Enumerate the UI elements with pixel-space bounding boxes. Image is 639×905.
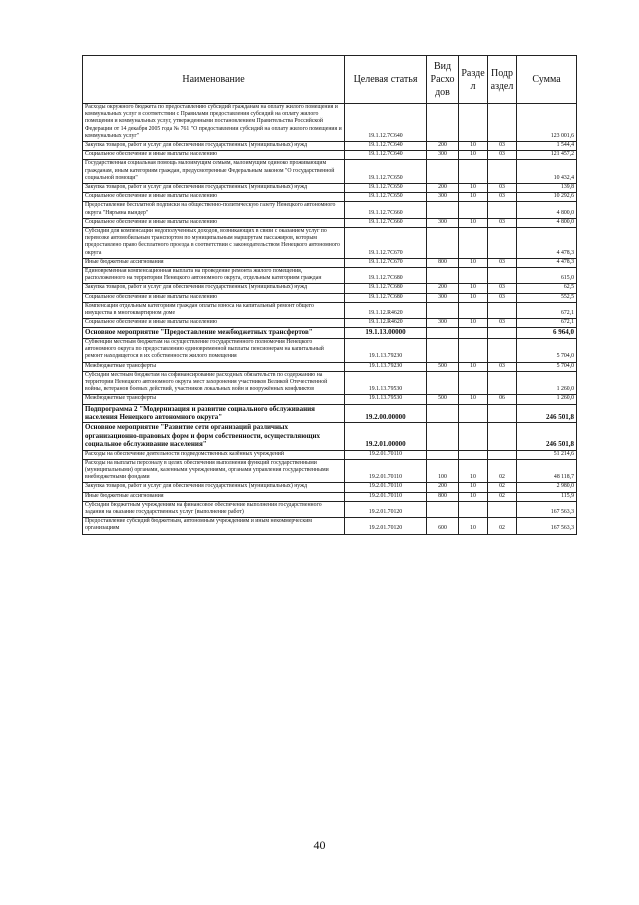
table-body (83, 104, 577, 535)
row-section-cell (459, 501, 488, 517)
table-row (83, 423, 577, 450)
row-section-cell: 10 (459, 395, 488, 404)
row-sum-cell: 4 800,0 (517, 202, 577, 218)
row-name-cell: Социальное обеспечение и иные выплаты населению (83, 319, 345, 328)
row-target-article-cell: 19.1.12.7С660 (345, 202, 427, 218)
row-section-cell (459, 268, 488, 284)
row-target-article-cell: 19.1.12.7С680 (345, 284, 427, 293)
row-name-cell: Закупка товаров, работ и услуг для обеспечения государственных (муниципальных) нужд (83, 284, 345, 293)
row-expense-type-cell: 300 (427, 193, 459, 202)
row-name-cell: Социальное обеспечение и иные выплаты населению (83, 193, 345, 202)
row-section-cell (459, 328, 488, 338)
row-name-cell: Субвенции местным бюджетам на осуществление государственного полномочия Ненецкого автономного округа по предоставлению единовременной выплаты пенсионерам на капитальный ремонт находящегося в их собственности жилого помещения (83, 338, 345, 362)
row-subsection-cell: 03 (488, 193, 517, 202)
header-target-article: Целевая статья (345, 56, 427, 104)
row-target-article-cell: 19.1.12.7С640 (345, 142, 427, 151)
row-subsection-cell: 03 (488, 362, 517, 371)
row-target-article-cell: 19.2.01.70110 (345, 483, 427, 492)
row-section-cell (459, 104, 488, 142)
table-row (83, 268, 577, 284)
row-sum-cell: 139,8 (517, 184, 577, 193)
row-target-article-cell: 19.2.01.70110 (345, 459, 427, 483)
budget-table (82, 55, 577, 535)
table-row (83, 371, 577, 395)
row-name-cell: Предоставление бесплатной подписки на общественно-политическую газету Ненецкого автономного округа "Няръяна вындер" (83, 202, 345, 218)
row-subsection-cell (488, 404, 517, 423)
row-sum-cell: 4 478,3 (517, 228, 577, 259)
page-number: 40 (313, 838, 326, 852)
row-sum-cell: 48 118,7 (517, 459, 577, 483)
row-target-article-cell: 19.2.00.00000 (345, 404, 427, 423)
row-section-cell (459, 404, 488, 423)
table-row (83, 338, 577, 362)
row-expense-type-cell: 500 (427, 395, 459, 404)
row-sum-cell: 115,9 (517, 492, 577, 501)
row-section-cell (459, 202, 488, 218)
row-sum-cell: 123 001,6 (517, 104, 577, 142)
row-subsection-cell: 03 (488, 293, 517, 302)
table-row (83, 395, 577, 404)
row-subsection-cell (488, 104, 517, 142)
row-section-cell: 10 (459, 293, 488, 302)
row-name-cell: Основное мероприятие "Предоставление межбюджетных трансфертов" (83, 328, 345, 338)
row-section-cell: 10 (459, 319, 488, 328)
table-row (83, 151, 577, 160)
row-expense-type-cell (427, 501, 459, 517)
row-section-cell: 10 (459, 184, 488, 193)
row-sum-cell: 552,5 (517, 293, 577, 302)
row-target-article-cell: 19.2.01.00000 (345, 423, 427, 450)
row-section-cell: 10 (459, 151, 488, 160)
row-section-cell (459, 423, 488, 450)
row-section-cell: 10 (459, 218, 488, 227)
table-row (83, 228, 577, 259)
table-row (83, 218, 577, 227)
table-row (83, 404, 577, 423)
row-expense-type-cell (427, 202, 459, 218)
table-row (83, 193, 577, 202)
row-expense-type-cell: 300 (427, 319, 459, 328)
table-row (83, 302, 577, 318)
row-name-cell: Основное мероприятие "Развитие сети организаций различных организационно-правовых форм и форм собственности, осуществляющих социальное обслуживание населения" (83, 423, 345, 450)
row-name-cell: Закупка товаров, работ и услуг для обеспечения государственных (муниципальных) нужд (83, 483, 345, 492)
row-section-cell: 10 (459, 518, 488, 534)
table-row (83, 483, 577, 492)
row-subsection-cell: 03 (488, 184, 517, 193)
row-expense-type-cell (427, 160, 459, 184)
row-expense-type-cell: 800 (427, 492, 459, 501)
row-subsection-cell: 03 (488, 284, 517, 293)
row-section-cell: 10 (459, 459, 488, 483)
row-target-article-cell: 19.1.13.79230 (345, 338, 427, 362)
row-target-article-cell: 19.2.01.70120 (345, 501, 427, 517)
table-row (83, 450, 577, 459)
table-row (83, 202, 577, 218)
row-sum-cell: 10 292,6 (517, 193, 577, 202)
row-target-article-cell: 19.1.12.7С640 (345, 151, 427, 160)
row-section-cell: 10 (459, 258, 488, 267)
header-section: Разде л (459, 56, 488, 104)
row-target-article-cell: 19.1.13.79530 (345, 371, 427, 395)
row-sum-cell: 5 704,0 (517, 362, 577, 371)
row-subsection-cell: 02 (488, 459, 517, 483)
row-subsection-cell: 06 (488, 395, 517, 404)
table-row (83, 319, 577, 328)
row-target-article-cell: 19.1.12.R4620 (345, 302, 427, 318)
table-row (83, 258, 577, 267)
row-sum-cell: 672,1 (517, 302, 577, 318)
row-subsection-cell: 03 (488, 151, 517, 160)
row-expense-type-cell (427, 104, 459, 142)
row-subsection-cell (488, 228, 517, 259)
row-target-article-cell: 19.1.12.7С640 (345, 104, 427, 142)
row-expense-type-cell: 200 (427, 184, 459, 193)
row-target-article-cell: 19.1.13.00000 (345, 328, 427, 338)
row-section-cell (459, 228, 488, 259)
row-expense-type-cell: 300 (427, 151, 459, 160)
row-expense-type-cell: 200 (427, 483, 459, 492)
table-row (83, 362, 577, 371)
row-section-cell (459, 302, 488, 318)
row-expense-type-cell: 800 (427, 258, 459, 267)
row-sum-cell: 5 704,0 (517, 338, 577, 362)
row-expense-type-cell: 200 (427, 284, 459, 293)
row-expense-type-cell: 500 (427, 362, 459, 371)
row-expense-type-cell (427, 268, 459, 284)
row-sum-cell: 615,0 (517, 268, 577, 284)
row-name-cell: Расходы на обеспечение деятельности подведомственных казённых учреждений (83, 450, 345, 459)
row-name-cell: Единовременная компенсационная выплата на проведение ремонта жилого помещения, расположенного на территории Ненецкого автономного округа, отдельным категориям граждан (83, 268, 345, 284)
row-name-cell: Иные бюджетные ассигнования (83, 492, 345, 501)
row-target-article-cell: 19.2.01.70110 (345, 450, 427, 459)
row-section-cell: 10 (459, 142, 488, 151)
row-sum-cell: 51 214,6 (517, 450, 577, 459)
row-subsection-cell (488, 423, 517, 450)
row-name-cell: Межбюджетные трансферты (83, 395, 345, 404)
row-name-cell: Субсидии бюджетным учреждениям на финансовое обеспечение выполнения государственного задания на оказание государственных услуг (выполнение работ) (83, 501, 345, 517)
row-target-article-cell: 19.1.12.7С670 (345, 258, 427, 267)
row-subsection-cell: 03 (488, 319, 517, 328)
header-sum: Сумма (517, 56, 577, 104)
row-subsection-cell (488, 328, 517, 338)
row-name-cell: Социальное обеспечение и иные выплаты населению (83, 151, 345, 160)
row-sum-cell: 246 501,8 (517, 423, 577, 450)
row-expense-type-cell: 100 (427, 459, 459, 483)
row-subsection-cell (488, 268, 517, 284)
row-section-cell (459, 338, 488, 362)
row-target-article-cell: 19.1.12.7С660 (345, 218, 427, 227)
row-subsection-cell (488, 501, 517, 517)
row-subsection-cell (488, 338, 517, 362)
row-name-cell: Социальное обеспечение и иные выплаты населению (83, 293, 345, 302)
row-sum-cell: 1 544,4 (517, 142, 577, 151)
row-target-article-cell: 19.1.12.7С650 (345, 193, 427, 202)
row-sum-cell: 672,1 (517, 319, 577, 328)
row-subsection-cell (488, 450, 517, 459)
row-expense-type-cell (427, 404, 459, 423)
row-subsection-cell (488, 160, 517, 184)
row-target-article-cell: 19.2.01.70120 (345, 518, 427, 534)
row-name-cell: Подпрограмма 2 "Модернизация и развитие социального обслуживания населения Ненецкого автономного округа" (83, 404, 345, 423)
row-expense-type-cell: 300 (427, 293, 459, 302)
row-sum-cell: 121 457,2 (517, 151, 577, 160)
row-section-cell (459, 160, 488, 184)
row-name-cell: Закупка товаров, работ и услуг для обеспечения государственных (муниципальных) нужд (83, 184, 345, 193)
row-target-article-cell: 19.1.12.7С680 (345, 293, 427, 302)
row-name-cell: Расходы на выплаты персоналу в целях обеспечения выполнения функций государственными (муниципальными) органами, казенными учреждениями, органами управления государственными внебюджетными фондами (83, 459, 345, 483)
table-row (83, 160, 577, 184)
row-name-cell: Государственная социальная помощь малоимущим семьям, малоимущим одиноко проживающим гражданам, иным категориям граждан, предусмотренные Федеральным законом "О государственной социальной помощи" (83, 160, 345, 184)
row-sum-cell: 6 964,0 (517, 328, 577, 338)
row-expense-type-cell (427, 302, 459, 318)
row-target-article-cell: 19.1.12.R4620 (345, 319, 427, 328)
row-target-article-cell: 19.1.12.7С670 (345, 228, 427, 259)
row-section-cell (459, 450, 488, 459)
header-subsection: Подр аздел (488, 56, 517, 104)
row-subsection-cell: 03 (488, 218, 517, 227)
header-name: Наименование (83, 56, 345, 104)
row-target-article-cell: 19.1.12.7С650 (345, 184, 427, 193)
row-subsection-cell (488, 302, 517, 318)
table-row (83, 518, 577, 534)
table-row (83, 501, 577, 517)
row-section-cell: 10 (459, 362, 488, 371)
table-row (83, 492, 577, 501)
row-section-cell: 10 (459, 193, 488, 202)
row-sum-cell: 4 800,0 (517, 218, 577, 227)
row-expense-type-cell (427, 338, 459, 362)
row-sum-cell: 1 260,0 (517, 395, 577, 404)
row-name-cell: Субсидии для компенсации недополученных доходов, возникающих в связи с оказанием услуг по перевозке автомобильным транспортом по муниципальным маршрутам пассажиров, которым предоставлено право бесплатного проезда в соответствии с законодательством Ненецкого автономного округа (83, 228, 345, 259)
row-sum-cell: 4 478,3 (517, 258, 577, 267)
table-header-row (83, 56, 577, 104)
row-name-cell: Социальное обеспечение и иные выплаты населению (83, 218, 345, 227)
row-section-cell (459, 371, 488, 395)
row-subsection-cell: 02 (488, 518, 517, 534)
table-row (83, 184, 577, 193)
table-row (83, 328, 577, 338)
row-expense-type-cell (427, 450, 459, 459)
row-name-cell: Предоставление субсидий бюджетным, автономным учреждениям и иным некоммерческим организациям (83, 518, 345, 534)
row-expense-type-cell: 200 (427, 142, 459, 151)
row-subsection-cell: 03 (488, 258, 517, 267)
row-name-cell: Расходы окружного бюджета по предоставлению субсидий гражданам на оплату жилого помещения и коммунальных услуг в соответствии с Правилами предоставления субсидий на оплату жилого помещения и коммунальных услуг, утвержденными постановлением Правительства Российской Федерации от 14 декабря 2005 года № 761 "О предоставлении субсидий на оплату жилого помещения и коммунальных услуг" (83, 104, 345, 142)
row-sum-cell: 167 563,3 (517, 501, 577, 517)
row-subsection-cell: 02 (488, 483, 517, 492)
row-target-article-cell: 19.1.13.79230 (345, 362, 427, 371)
row-sum-cell: 167 563,3 (517, 518, 577, 534)
row-section-cell: 10 (459, 284, 488, 293)
row-subsection-cell: 02 (488, 492, 517, 501)
row-expense-type-cell (427, 423, 459, 450)
table-row (83, 142, 577, 151)
row-name-cell: Иные бюджетные ассигнования (83, 258, 345, 267)
row-expense-type-cell (427, 371, 459, 395)
row-target-article-cell: 19.2.01.70110 (345, 492, 427, 501)
row-sum-cell: 2 980,0 (517, 483, 577, 492)
row-target-article-cell: 19.1.12.7С650 (345, 160, 427, 184)
row-name-cell: Межбюджетные трансферты (83, 362, 345, 371)
row-section-cell: 10 (459, 492, 488, 501)
table-row (83, 459, 577, 483)
table-row (83, 293, 577, 302)
row-expense-type-cell (427, 328, 459, 338)
row-name-cell: Закупка товаров, работ и услуг для обеспечения государственных (муниципальных) нужд (83, 142, 345, 151)
row-name-cell: Субсидии местным бюджетам на софинансирование расходных обязательств по содержанию на территории Ненецкого автономного округа мест захоронения участников Великой Отечественной войны, ветеранов боевых действий, участников локальных войн и вооружённых конфликтов (83, 371, 345, 395)
row-subsection-cell (488, 202, 517, 218)
row-expense-type-cell: 600 (427, 518, 459, 534)
row-sum-cell: 1 260,0 (517, 371, 577, 395)
table-row (83, 104, 577, 142)
row-expense-type-cell (427, 228, 459, 259)
row-expense-type-cell: 300 (427, 218, 459, 227)
row-subsection-cell (488, 371, 517, 395)
row-target-article-cell: 19.1.13.79530 (345, 395, 427, 404)
row-sum-cell: 246 501,8 (517, 404, 577, 423)
table-row (83, 284, 577, 293)
row-name-cell: Компенсация отдельным категориям граждан оплаты взноса на капитальный ремонт общего имущества в многоквартирном доме (83, 302, 345, 318)
row-sum-cell: 10 432,4 (517, 160, 577, 184)
row-subsection-cell: 03 (488, 142, 517, 151)
header-expense-type: Вид Расхо дов (427, 56, 459, 104)
row-section-cell: 10 (459, 483, 488, 492)
row-sum-cell: 62,5 (517, 284, 577, 293)
row-target-article-cell: 19.1.12.7С680 (345, 268, 427, 284)
